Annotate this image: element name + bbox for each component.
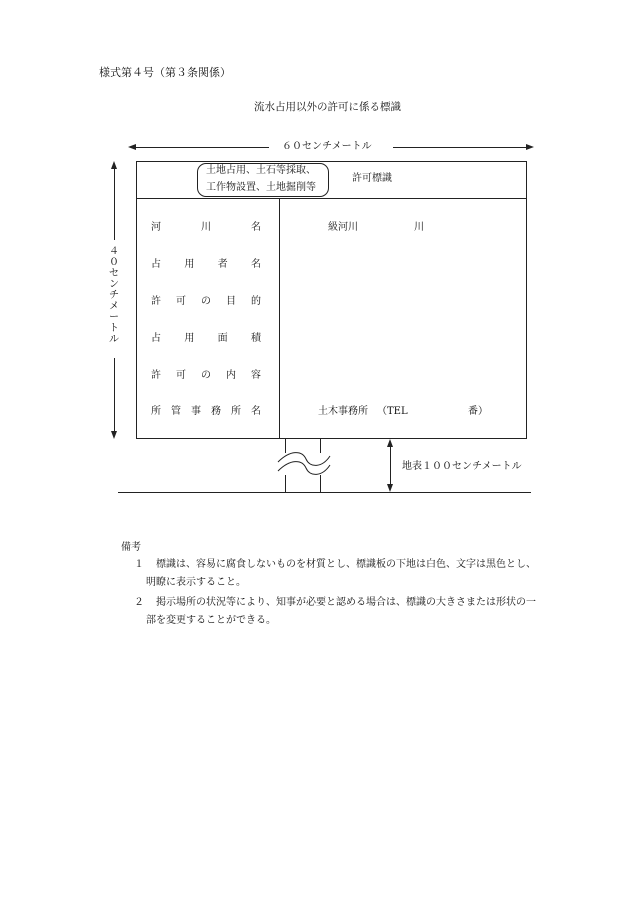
ground-line [118,492,531,493]
remark-text: 部を変更することができる。 [146,615,276,626]
ground-arrow-bottom [387,484,393,492]
permit-types-line1: 土地占用、土石等採取、 [206,165,316,176]
height-dimension-line-top [114,166,115,240]
width-dimension-line-right [393,147,528,148]
river-name-label: 河 川 名 [151,222,261,233]
remark-text: 標識は、容易に腐食しないものを材質とし、標識板の下地は白色、文字は黒色とし、 [156,559,536,570]
height-arrow-bottom [111,431,117,439]
ground-dimension-line [390,445,391,486]
header-divider [136,198,527,199]
office-value: 土木事務所 [318,406,368,417]
ground-height-label: 地表１００センチメートル [402,461,522,472]
remark-text: 掲示場所の状況等により、知事が必要と認める場合は、標識の大きさまたは形状の一 [156,597,536,608]
occupant-name-label: 占 用 者 名 [151,259,261,270]
width-dimension-line-left [133,147,269,148]
width-label: ６０センチメートル [282,141,372,152]
remark-text: 明瞭に表示すること。 [146,577,246,588]
form-number: 様式第４号（第３条関係） [99,66,231,79]
office-number-value: 番） [468,406,488,417]
permit-purpose-label: 許 可 の 目 的 [151,296,261,307]
height-label: ４０センチメートル [109,246,119,345]
remark-item [156,556,606,574]
width-arrow-right [526,144,534,150]
river-name-value: 川 [414,222,424,233]
river-class-value: 級河川 [328,222,358,233]
office-name-label: 所 管 事 務 所 名 [151,406,261,417]
office-tel-value: （TEL [377,406,408,417]
remark-item [156,594,606,612]
remark-number: １ [134,559,144,570]
height-dimension-line-bottom [114,358,115,434]
column-divider [279,198,280,439]
post-break-symbol [272,447,336,479]
remark-item-continuation [146,612,596,630]
remarks-heading: 備考 [121,542,141,553]
occupied-area-label: 占 用 面 積 [151,333,261,344]
permit-sign-suffix: 許可標識 [352,173,392,184]
remark-number: ２ [134,597,144,608]
permit-content-label: 許 可 の 内 容 [151,370,261,381]
document-title: 流水占用以外の許可に係る標識 [254,101,401,113]
remark-item-continuation [146,574,596,592]
permit-types-line2: 工作物設置、土地掘削等 [206,182,316,193]
